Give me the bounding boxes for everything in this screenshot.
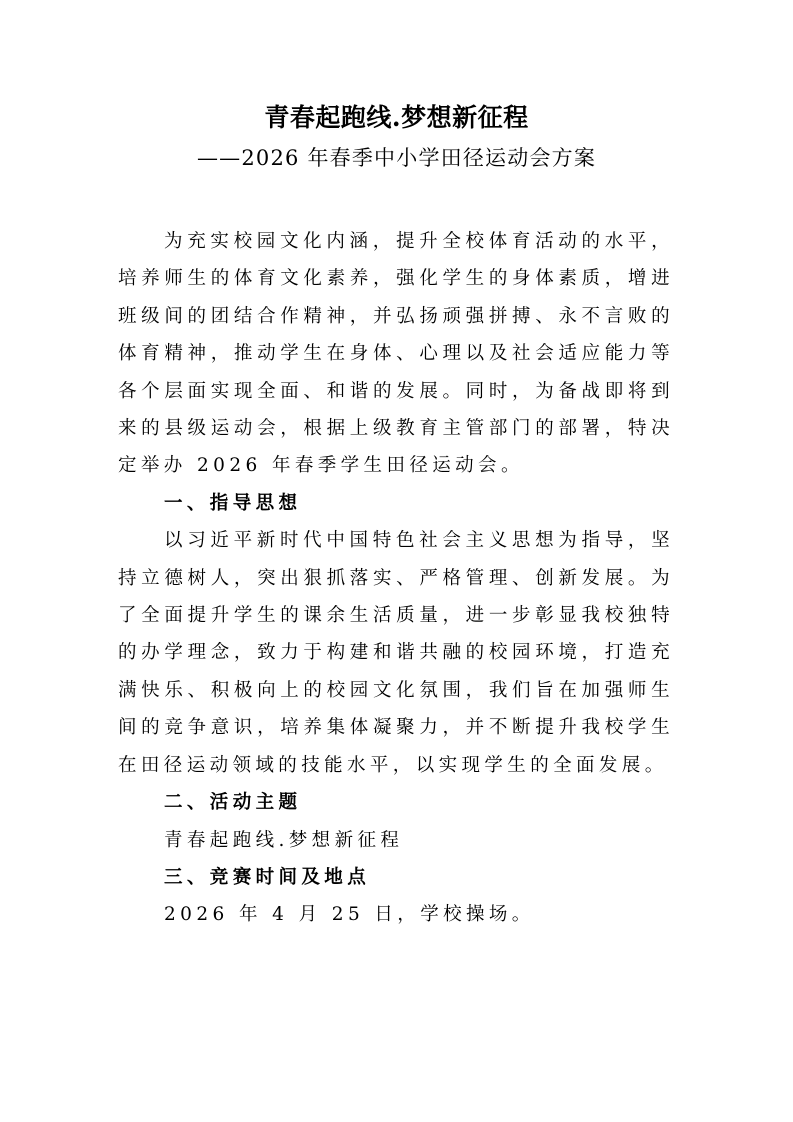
section-content-time-and-place: 2026 年 4 月 25 日，学校操场。: [164, 904, 535, 926]
section-heading-time-and-place: 三、竞赛时间及地点: [164, 866, 371, 888]
document-body: [118, 223, 674, 934]
document-subtitle: ——2026 年春季中小学田径运动会方案: [196, 146, 597, 170]
section-content-activity-theme: 青春起跑线.梦想新征程: [164, 829, 404, 851]
section-heading-guiding-ideology: 一、指导思想: [164, 492, 302, 514]
document-title: 青春起跑线.梦想新征程: [264, 103, 529, 132]
section-content-guiding-ideology: 以习近平新时代中国特色社会主义思想为指导，坚持立德树人，突出狠抓落实、严格管理、创新发展。为了全面提升学生的课余生活质量，进一步彰显我校独特的办学理念，致力于构建和谐共融的校园环境，打造充满快乐、积极向上的校园文化氛围，我们旨在加强师生间的竞争意识，培养集体凝聚力，并不断提升我校学生在田径运动领域的技能水平，以实现学生的全面发展。: [118, 530, 674, 776]
section-heading-activity-theme: 二、活动主题: [164, 792, 302, 814]
intro-paragraph: 为充实校园文化内涵，提升全校体育活动的水平，培养师生的体育文化素养，强化学生的身体素质，增进班级间的团结合作精神，并弘扬顽强拼搏、永不言败的体育精神，推动学生在身体、心理以及社会适应能力等各个层面实现全面、和谐的发展。同时，为备战即将到来的县级运动会，根据上级教育主管部门的部署，特决定举办 2026 年春季学生田径运动会。: [118, 231, 674, 477]
